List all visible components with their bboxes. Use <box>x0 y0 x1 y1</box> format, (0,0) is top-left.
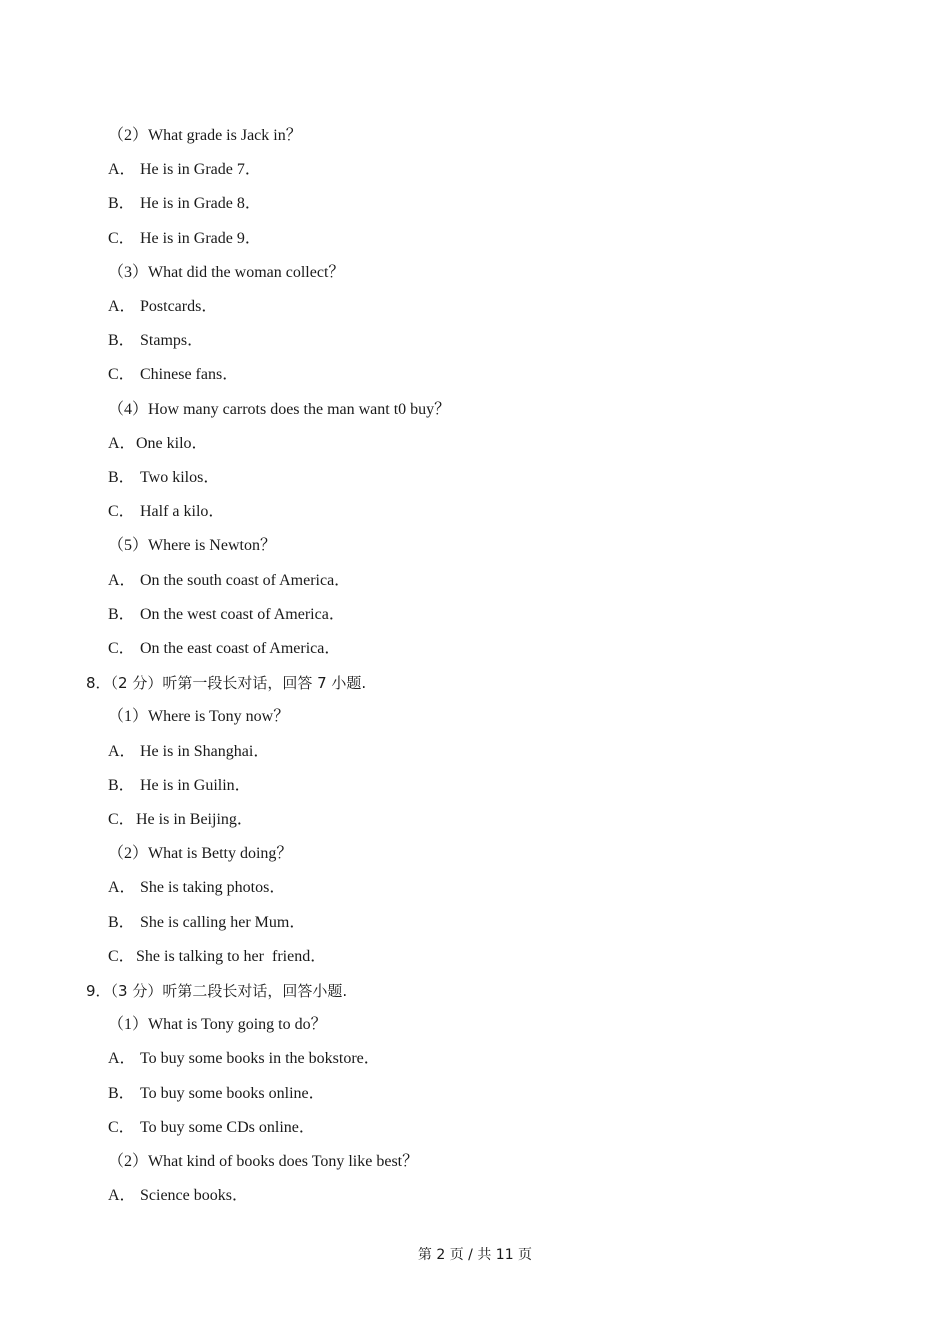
option-letter: A． <box>108 1050 136 1068</box>
option-letter: B． <box>108 605 135 623</box>
answer-option <box>108 776 251 796</box>
sub-question <box>108 400 450 420</box>
sub-question-text: （1）What is Tony going to do？ <box>108 1016 327 1034</box>
option-text: One kilo． <box>136 434 208 452</box>
option-text: Half a kilo． <box>140 503 225 521</box>
answer-option <box>108 1186 248 1206</box>
answer-option <box>108 297 217 317</box>
sub-question-text: （5）Where is Newton？ <box>108 537 276 555</box>
sub-question <box>108 1015 327 1035</box>
option-letter: C． <box>108 366 135 384</box>
sub-question-text: （3）What did the woman collect？ <box>108 263 345 281</box>
option-letter: B． <box>108 776 135 794</box>
option-text: She is taking photos． <box>140 879 286 897</box>
option-text: He is in Guilin． <box>140 776 251 794</box>
option-letter: A． <box>108 1187 136 1205</box>
option-letter: C． <box>108 229 135 247</box>
answer-option <box>108 878 285 898</box>
option-text: Chinese fans． <box>140 366 239 384</box>
option-text: On the west coast of America． <box>140 605 345 623</box>
answer-option <box>108 605 345 625</box>
option-text: Stamps． <box>140 332 204 350</box>
answer-option <box>108 160 261 180</box>
answer-option <box>108 913 305 933</box>
answer-option <box>108 1049 380 1069</box>
option-letter: C． <box>108 640 135 657</box>
option-letter: B． <box>108 332 135 350</box>
option-letter: C． <box>108 1118 135 1136</box>
option-text: Two kilos． <box>140 469 220 486</box>
option-text: She is calling her Mum． <box>140 913 306 931</box>
sub-question-text: （2）What kind of books does Tony like best？ <box>108 1153 419 1170</box>
option-text: On the south coast of America． <box>140 571 351 589</box>
answer-option <box>108 194 261 214</box>
option-text: To buy some books in the bokstore． <box>140 1050 380 1068</box>
option-letter: A． <box>108 298 136 315</box>
option-text: Postcards． <box>140 298 218 315</box>
answer-option <box>108 434 208 454</box>
option-letter: A． <box>108 879 136 897</box>
sub-question-text: （1）Where is Tony now？ <box>108 708 290 726</box>
option-text: She is talking to her friend． <box>136 947 327 965</box>
answer-option <box>108 571 350 591</box>
sub-question-text: （2）What grade is Jack in？ <box>108 127 302 144</box>
sub-question <box>108 536 276 556</box>
option-letter: C． <box>108 947 135 965</box>
answer-option <box>108 365 238 385</box>
question-header-text: 8．（2 分）听第一段长对话，回答 7 小题. <box>86 674 367 693</box>
option-letter: C． <box>108 811 135 828</box>
sub-question-text: （4）How many carrots does the man want t0 buy？ <box>108 400 451 418</box>
page-number-label: 第 2 页 / 共 11 页 <box>417 1247 533 1263</box>
option-letter: A． <box>108 434 136 452</box>
answer-option <box>108 331 203 351</box>
question-header <box>86 673 366 693</box>
option-letter: A． <box>108 571 136 589</box>
answer-option <box>108 1118 315 1138</box>
option-text: He is in Grade 9． <box>140 229 261 247</box>
sub-question-text: （2）What is Betty doing？ <box>108 845 293 863</box>
option-letter: B． <box>108 913 135 931</box>
option-text: To buy some books online． <box>140 1084 325 1102</box>
option-text: He is in Grade 8． <box>140 195 261 213</box>
option-text: To buy some CDs online． <box>140 1118 315 1136</box>
sub-question <box>108 1152 418 1172</box>
sub-question <box>108 844 292 864</box>
answer-option <box>108 502 224 522</box>
option-letter: B． <box>108 469 135 486</box>
option-letter: A． <box>108 742 136 760</box>
sub-question <box>108 707 289 727</box>
answer-option <box>108 229 261 249</box>
answer-option <box>108 1084 325 1104</box>
answer-option <box>108 742 269 762</box>
answer-option <box>108 639 340 659</box>
option-letter: B． <box>108 1084 135 1102</box>
question-header <box>86 981 347 1001</box>
option-letter: B． <box>108 195 135 213</box>
option-text: He is in Shanghai． <box>140 742 270 760</box>
sub-question <box>108 126 302 146</box>
sub-question <box>108 263 344 283</box>
option-text: He is in Grade 7． <box>140 161 261 179</box>
page-footer <box>0 1245 950 1265</box>
option-letter: C． <box>108 503 135 521</box>
option-text: He is in Beijing． <box>136 811 253 828</box>
answer-option <box>108 947 326 967</box>
answer-option <box>108 468 219 488</box>
option-letter: A． <box>108 161 136 179</box>
option-text: Science books． <box>140 1187 248 1205</box>
option-text: On the east coast of America． <box>140 640 341 657</box>
answer-option <box>108 810 253 830</box>
question-header-text: 9．（3 分）听第二段长对话，回答小题. <box>86 982 348 1000</box>
